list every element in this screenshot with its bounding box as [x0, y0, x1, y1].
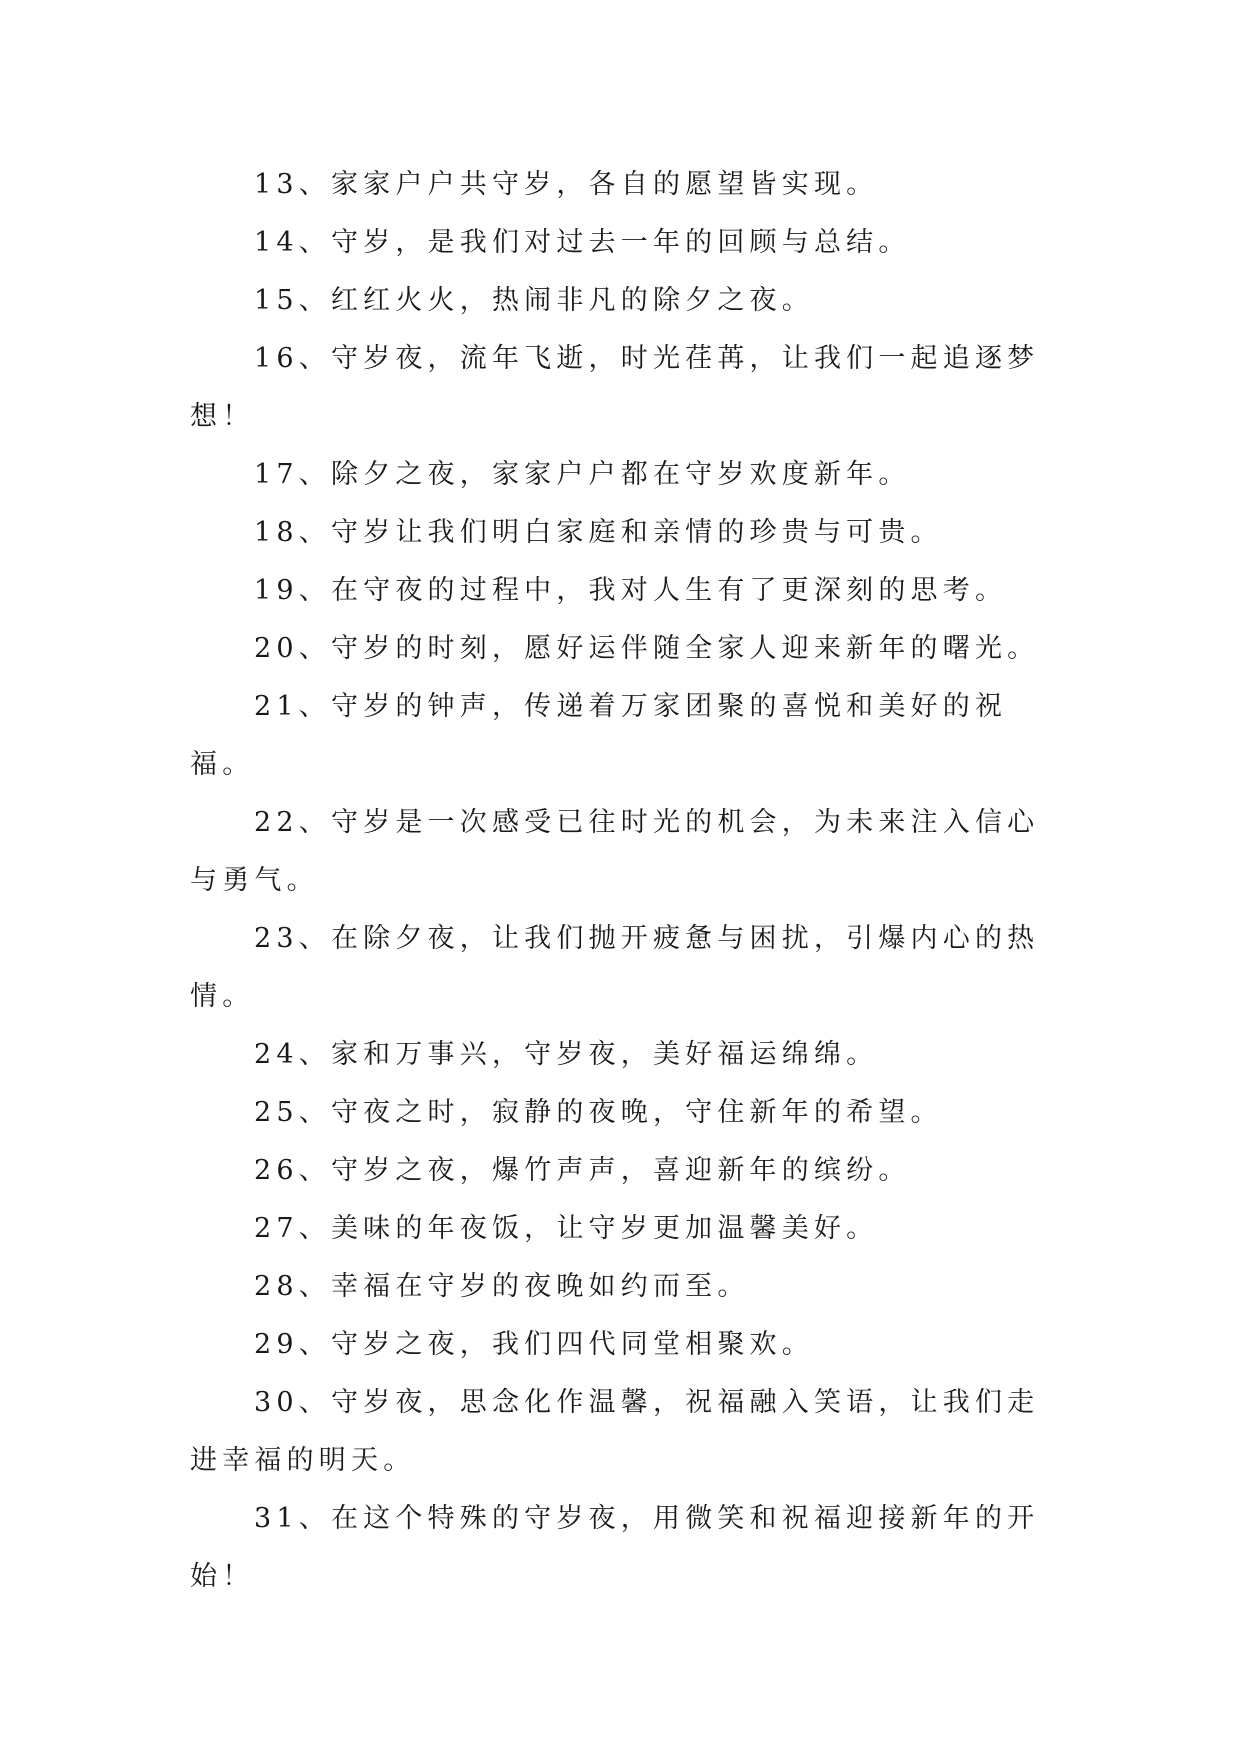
list-item: 28、幸福在守岁的夜晚如约而至。	[254, 1271, 750, 1302]
list-item: 16、守岁夜，流年飞逝，时光荏苒，让我们一起追逐梦想！	[190, 343, 1040, 432]
list-item: 25、守夜之时，寂静的夜晚，守住新年的希望。	[254, 1097, 943, 1128]
list-item: 26、守岁之夜，爆竹声声，喜迎新年的缤纷。	[254, 1155, 911, 1186]
list-item: 15、红红火火，热闹非凡的除夕之夜。	[254, 285, 814, 316]
list-item: 23、在除夕夜，让我们抛开疲惫与困扰，引爆内心的热情。	[190, 923, 1040, 1012]
list-item: 24、家和万事兴，守岁夜，美好福运绵绵。	[254, 1039, 879, 1070]
list-item: 27、美味的年夜饭，让守岁更加温馨美好。	[254, 1213, 879, 1244]
list-item: 31、在这个特殊的守岁夜，用微笑和祝福迎接新年的开始！	[190, 1503, 1040, 1592]
list-item: 14、守岁，是我们对过去一年的回顾与总结。	[254, 227, 911, 258]
list-item: 13、家家户户共守岁，各自的愿望皆实现。	[254, 169, 879, 200]
list-item: 20、守岁的时刻，愿好运伴随全家人迎来新年的曙光。	[254, 633, 1040, 664]
document-body	[190, 156, 1050, 1606]
list-item: 22、守岁是一次感受已往时光的机会，为未来注入信心与勇气。	[190, 807, 1040, 896]
list-item: 18、守岁让我们明白家庭和亲情的珍贵与可贵。	[254, 517, 943, 548]
list-item: 17、除夕之夜，家家户户都在守岁欢度新年。	[254, 459, 911, 490]
list-item: 30、守岁夜，思念化作温馨，祝福融入笑语，让我们走进幸福的明天。	[190, 1387, 1040, 1476]
list-item: 21、守岁的钟声，传递着万家团聚的喜悦和美好的祝福。	[190, 691, 1008, 780]
list-item: 29、守岁之夜，我们四代同堂相聚欢。	[254, 1329, 814, 1360]
list-item: 19、在守夜的过程中，我对人生有了更深刻的思考。	[254, 575, 1008, 606]
